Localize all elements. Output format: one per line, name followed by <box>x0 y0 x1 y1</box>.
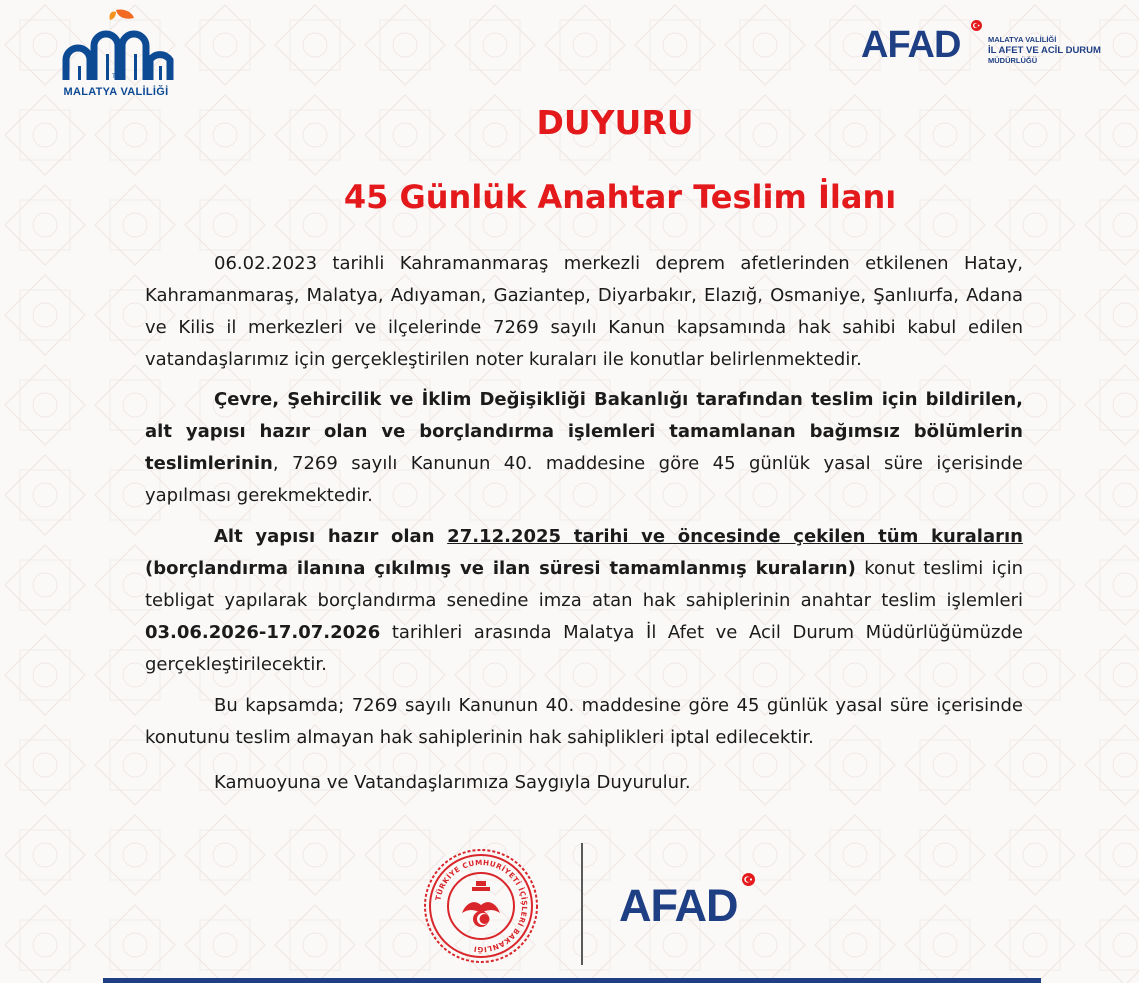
paragraph-4-text: Bu kapsamda; 7269 sayılı Kanunun 40. maddesine göre 45 günlük yasal süre içerisinde konutunu teslim almayan hak sahiplerinin hak sahiplikleri iptal edilecektir. <box>145 695 1023 748</box>
page-title: DUYURU <box>536 103 694 142</box>
logo-caption: MALATYA VALİLİĞİ <box>63 86 169 98</box>
afad-footer-logo <box>617 868 767 938</box>
afad-sub-line-1: MALATYA VALİLİĞİ <box>988 35 1057 44</box>
paragraph-3-mid: konut teslimi için tebligat yapılarak borçlandırma senedine imza atan hak sahiplerinin anahtar teslim işlemleri <box>145 558 1023 611</box>
paragraph-3-underlined: 27.12.2025 tarihi ve öncesinde çekilen tüm kuraların <box>447 526 1023 547</box>
paragraph-4 <box>145 690 1023 754</box>
bottom-bar <box>103 978 1041 983</box>
malatya-valiligi-logo <box>58 6 178 102</box>
afad-sub-line-2: İL AFET VE ACİL DURUM <box>988 44 1101 56</box>
afad-header-subtitle <box>988 35 1101 65</box>
paragraph-2 <box>145 384 1023 512</box>
page-subtitle: 45 Günlük Anahtar Teslim İlanı <box>343 178 897 216</box>
logo-tc-text: TC <box>112 74 120 80</box>
afad-header-logo <box>858 20 1108 80</box>
footer-divider <box>581 843 583 965</box>
interior-ministry-seal-icon <box>422 847 540 965</box>
seal-text: TÜRKİYE CUMHURİYETİ İÇİŞLERİ BAKANLIĞI <box>433 857 530 955</box>
afad-header-word: AFAD <box>861 24 961 66</box>
paragraph-1-text: 06.02.2023 tarihli Kahramanmaraş merkezli deprem afetlerinden etkilenen Hatay, Kahramanmaraş, Malatya, Adıyaman, Gaziantep, Diyarbakır, Elazığ, Osmaniye, Şanlıurfa, Adana ve Kilis il merkezleri ve ilçelerinde 7269 sayılı Kanun kapsamında hak sahibi kabul edilen vatandaşlarımız için gerçekleştirilen noter kuraları ile konutlar belirlenmektedir. <box>145 253 1023 370</box>
paragraph-2-bold: Çevre, Şehircilik ve İklim Değişikliği Bakanlığı tarafından teslim için bildirilen, alt yapısı hazır olan ve borçlandırma işlemleri tamamlanan bağımsız bölümlerin teslimlerinin <box>145 389 1023 474</box>
paragraph-1 <box>145 248 1023 376</box>
paragraph-2-rest: , 7269 sayılı Kanunun 40. maddesine göre 45 günlük yasal süre içerisinde yapılması gerekmektedir. <box>145 453 1023 506</box>
paragraph-3-bold-paren: (borçlandırma ilanına çıkılmış ve ilan süresi tamamlanmış kuraların) <box>145 558 856 579</box>
paragraph-3 <box>145 521 1023 681</box>
afad-footer-word: AFAD <box>619 880 738 931</box>
paragraph-5-text: Kamuoyuna ve Vatandaşlarımıza Saygıyla Duyurulur. <box>214 772 691 793</box>
paragraph-3-dates: 03.06.2026-17.07.2026 <box>145 622 381 643</box>
turkish-flag-dot-icon <box>742 873 755 886</box>
paragraph-3-bold-start: Alt yapısı hazır olan <box>214 526 448 547</box>
turkish-flag-dot-icon <box>971 20 982 31</box>
paragraph-5 <box>145 767 1023 799</box>
afad-sub-line-3: MÜDÜRLÜĞÜ <box>988 55 1038 65</box>
paragraph-3-end: tarihleri arasında Malatya İl Afet ve Acil Durum Müdürlüğümüzde gerçekleştirilecektir. <box>145 622 1023 675</box>
